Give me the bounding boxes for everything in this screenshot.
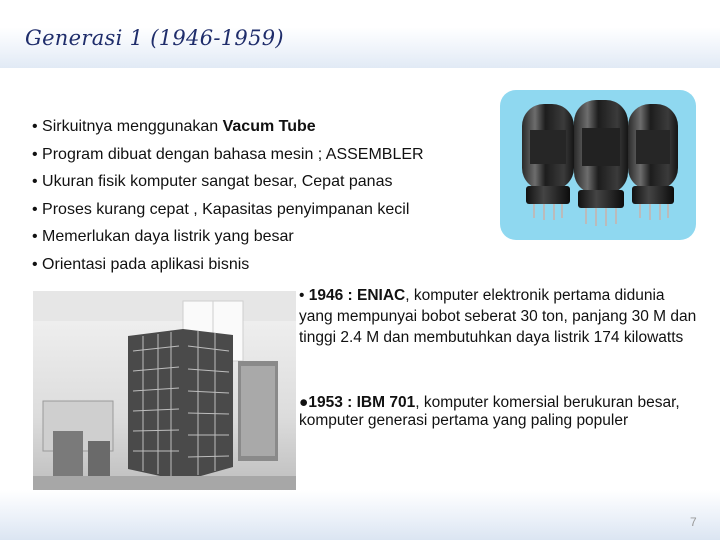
- ibm-701-paragraph: ●1953 : IBM 701, komputer komersial berukuran besar, komputer generasi pertama yang paling populer: [299, 394, 680, 429]
- bullet-list: [32, 116, 502, 281]
- bullet-item: • Sirkuitnya menggunakan Vacum Tube: [32, 118, 316, 135]
- vacuum-tubes-illustration: [500, 90, 696, 240]
- page-number: 7: [690, 515, 697, 529]
- bullet-item: • Program dibuat dengan bahasa mesin ; ASSEMBLER: [32, 145, 424, 163]
- footer-band: [0, 490, 720, 540]
- slide-title: Generasi 1 (1946-1959): [25, 26, 284, 50]
- eniac-paragraph: • 1946 : ENIAC, komputer elektronik pertama didunia yang mempunyai bobot seberat 30 ton, panjang 30 M dan tinggi 2.4 M dan membutuhkan daya listrik 174 kilowatts: [299, 287, 697, 346]
- tube-right: [628, 104, 678, 220]
- eniac-illustration: [33, 291, 296, 501]
- tube-left: [522, 104, 574, 220]
- vacuum-tubes-photo: [500, 90, 696, 240]
- bullet-item: • Orientasi pada aplikasi bisnis: [32, 255, 250, 273]
- tube-center: [574, 100, 628, 226]
- bullet-item: • Memerlukan daya listrik yang besar: [32, 228, 294, 245]
- bullet-item: • Ukuran fisik komputer sangat besar, Cepat panas: [32, 173, 393, 190]
- bullet-item: • Proses kurang cepat , Kapasitas penyimpanan kecil: [32, 200, 410, 218]
- eniac-computer-photo: [33, 291, 296, 501]
